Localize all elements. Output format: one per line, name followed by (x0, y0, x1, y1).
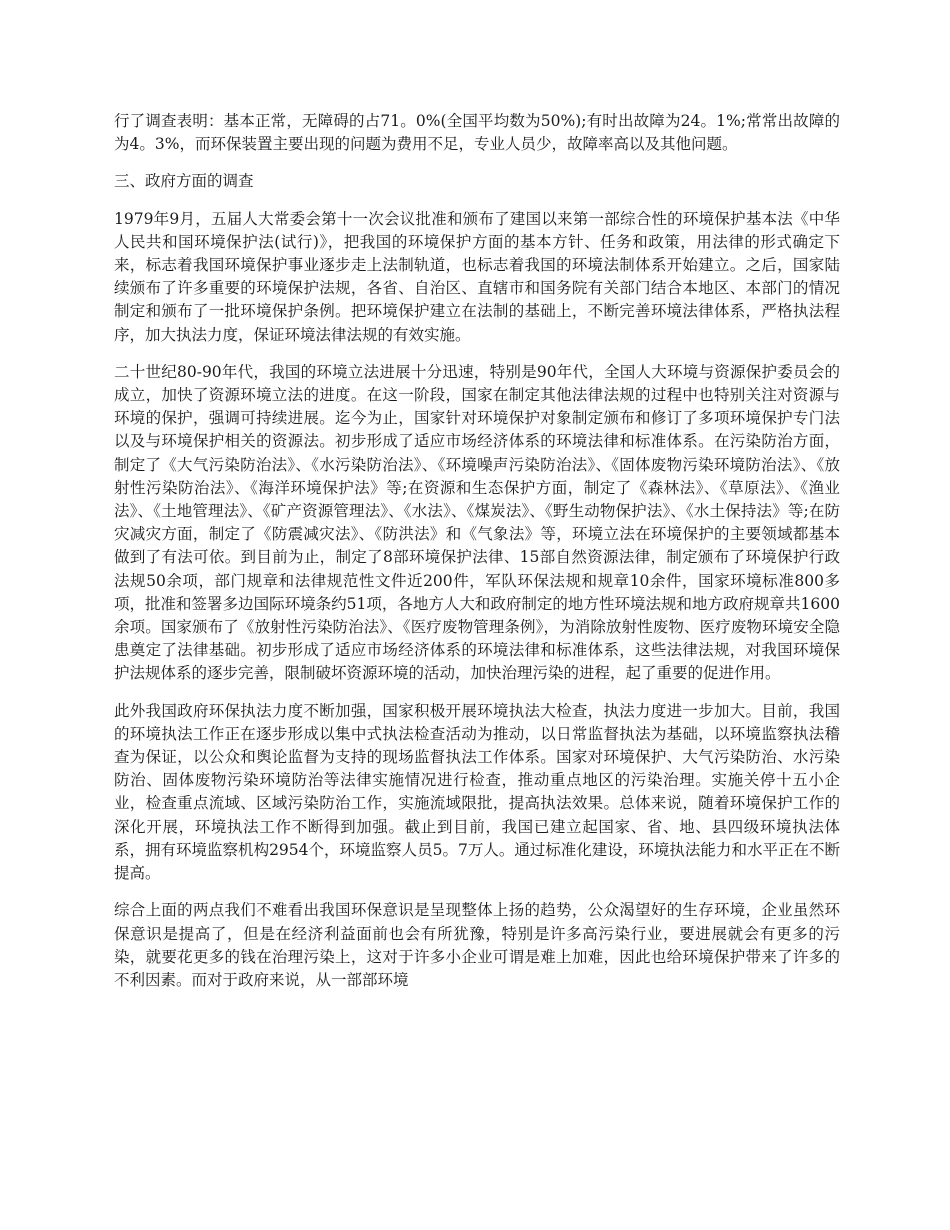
section-heading-government-survey: 三、政府方面的调查 (114, 172, 254, 191)
paragraph-survey-results: 行了调查表明：基本正常，无障碍的占71。0%(全国平均数为50%);有时出故障为24。1%;常常出故障的为4。3%，而环保装置主要出现的问题为费用不足，专业人员少，故障率高以及其他问题。 (114, 112, 840, 154)
paragraph-legislation-progress: 二十世纪80-90年代，我国的环境立法进展十分迅速，特别是90年代，全国人大环境与资源保护委员会的成立，加快了资源环境立法的进度。在这一阶段，国家在制定其他法律法规的过程中也特别关注对资源与环境的保护，强调可持续进展。迄今为止，国家针对环境保护对象制定颁布和修订了多项环境保护专门法以及与环境保护相关的资源法。初步形成了适应市场经济体系的环境法律和标准体系。在污染防治方面，制定了《大气污染防治法》、《水污染防治法》、《环境噪声污染防治法》、《固体废物污染环境防治法》、《放射性污染防治法》、《海洋环境保护法》等;在资源和生态保护方面，制定了《森林法》、《草原法》、《渔业法》、《土地管理法》、《矿产资源管理法》、《水法》、《煤炭法》、《野生动物保护法》、《水土保持法》等;在防灾减灾方面，制定了《防震减灾法》、《防洪法》和《气象法》等，环境立法在环境保护的主要领域都基本做到了有法可依。到目前为止，制定了8部环境保护法律、15部自然资源法律，制定颁布了环境保护行政法规50余项，部门规章和法律规范性文件近200件，军队环保法规和规章10余件，国家环境标准800多项，批准和签署多边国际环境条约51项，各地方人大和政府制定的地方性环境法规和地方政府规章共1600余项。国家颁布了《放射性污染防治法》、《医疗废物管理条例》，为消除放射性废物、医疗废物环境安全隐患奠定了法律基础。初步形成了适应市场经济体系的环境法律和标准体系，这些法律法规，对我国环境保护法规体系的逐步完善，限制破坏资源环境的活动，加快治理污染的进程，起了重要的促进作用。 (114, 362, 840, 683)
paragraph-summary: 综合上面的两点我们不难看出我国环保意识是呈现整体上扬的趋势，公众渴望好的生存环境，企业虽然环保意识是提高了，但是在经济利益面前也会有所犹豫，特别是许多高污染行业，要进展就会有更多的污染，就要花更多的钱在治理污染上，这对于许多小企业可谓是难上加难，因此也给环境保护带来了许多的不利因素。而对于政府来说，从一部部环境 (114, 901, 840, 989)
paragraph-enforcement: 此外我国政府环保执法力度不断加强，国家积极开展环境执法大检查，执法力度进一步加大。目前，我国的环境执法工作正在逐步形成以集中式执法检查活动为推动，以日常监督执法为基础，以环境监察执法稽查为保证，以公众和舆论监督为支持的现场监督执法工作体系。国家对环境保护、大气污染防治、水污染防治、固体废物污染环境防治等法律实施情况进行检查，推动重点地区的污染治理。实施关停十五小企业，检查重点流域、区域污染防治工作，实施流域限批，提高执法效果。总体来说，随着环境保护工作的深化开展，环境执法工作不断得到加强。截止到目前，我国已建立起国家、省、地、县四级环境执法体系，拥有环境监察机构2954个，环境监察人员5。7万人。通过标准化建设，环境执法能力和水平正在不断提高。 (114, 701, 840, 883)
document-page (114, 110, 840, 1006)
paragraph-environmental-law-1979: 1979年9月，五届人大常委会第十一次会议批准和颁布了建国以来第一部综合性的环境保护基本法《中华人民共和国环境保护法(试行)》，把我国的环境保护方面的基本方针、任务和政策，用法律的形式确定下来，标志着我国环境保护事业逐步走上法制轨道，也标志着我国的环境法制体系开始建立。之后，国家陆续颁布了许多重要的环境保护法规，各省、自治区、直辖市和国务院有关部门结合本地区、本部门的情况制定和颁布了一批环境保护条例。把环境保护建立在法制的基础上，不断完善环境法律体系，严格执法程序，加大执法力度，保证环境法律法规的有效实施。 (114, 209, 840, 344)
